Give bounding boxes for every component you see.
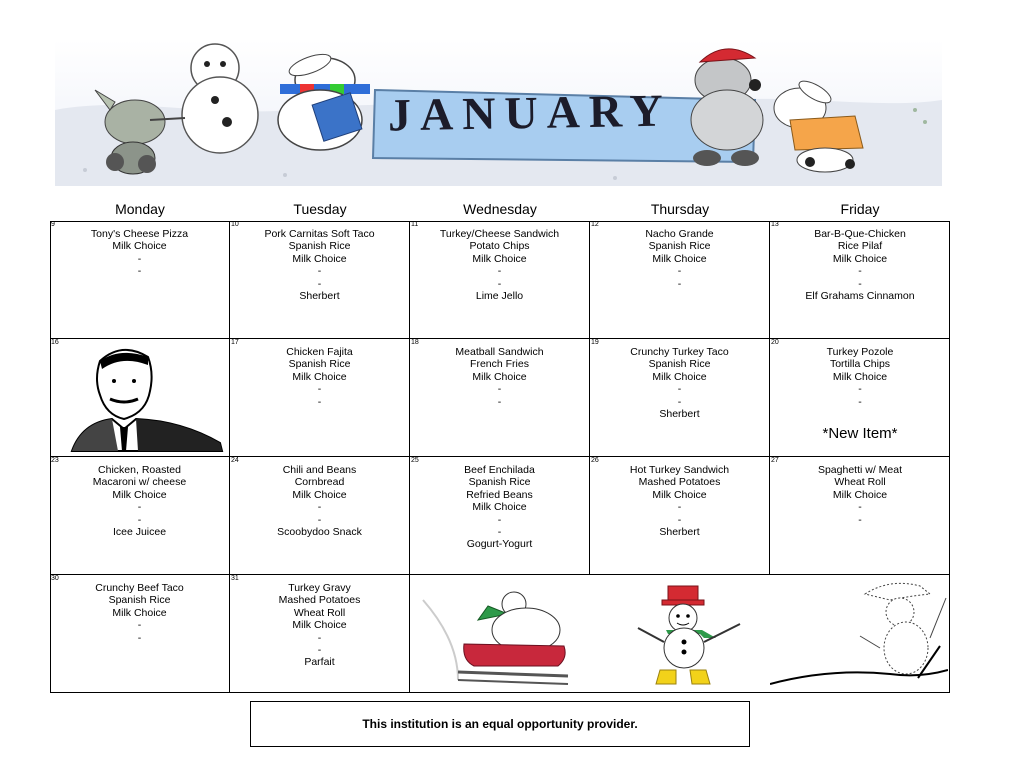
day-cell — [410, 221, 590, 339]
day-number: 19 — [591, 339, 599, 346]
menu-item: Sherbert — [659, 526, 700, 539]
menu-list — [230, 346, 409, 408]
menu-item: - — [497, 277, 502, 290]
day-number: 24 — [231, 457, 239, 464]
day-header-monday: Monday — [115, 201, 165, 217]
menu-list — [590, 346, 769, 420]
menu-item: Spanish Rice — [288, 240, 351, 253]
day-cell — [230, 457, 410, 575]
menu-list — [590, 228, 769, 290]
menu-list — [410, 464, 589, 551]
menu-item: Hot Turkey Sandwich — [629, 464, 730, 476]
menu-item: - — [858, 277, 862, 290]
day-number: 30 — [51, 575, 59, 582]
menu-item: Nacho Grande — [645, 228, 714, 240]
menu-item: - — [317, 265, 322, 278]
menu-item: Milk Choice — [832, 252, 888, 265]
menu-item: - — [677, 383, 682, 396]
day-header-friday: Friday — [840, 201, 880, 217]
menu-item: Tony's Cheese Pizza — [90, 228, 189, 240]
menu-item: Potato Chips — [469, 240, 530, 253]
menu-item: - — [137, 631, 142, 644]
menu-item: Refried Beans — [466, 488, 533, 501]
menu-item: Spanish Rice — [648, 240, 711, 253]
menu-item: - — [858, 383, 862, 396]
menu-item: Spaghetti w/ Meat — [817, 464, 903, 476]
menu-item: Chicken, Roasted — [98, 464, 181, 476]
day-cell — [770, 457, 950, 575]
menu-list — [230, 464, 409, 538]
day-number: 16 — [51, 339, 59, 346]
day-number: 11 — [411, 221, 419, 228]
menu-item: Milk Choice — [652, 488, 707, 501]
portrait-illustration — [62, 343, 224, 453]
menu-item: Lime Jello — [475, 290, 524, 303]
menu-list — [50, 582, 229, 644]
menu-item: - — [858, 395, 862, 408]
menu-list — [770, 228, 950, 302]
menu-item: - — [497, 395, 502, 408]
day-header-thursday: Thursday — [650, 201, 710, 217]
menu-item: - — [317, 501, 322, 514]
new-item-note: *New Item* — [822, 425, 898, 442]
day-number: 20 — [771, 339, 779, 346]
menu-list — [50, 464, 229, 538]
day-cell — [590, 221, 770, 339]
day-number: 17 — [231, 339, 239, 346]
menu-item: - — [317, 513, 322, 526]
day-number: 18 — [411, 339, 419, 346]
menu-item: Sherbert — [299, 290, 340, 303]
menu-item: Scoobydoo Snack — [277, 526, 362, 539]
menu-item: Bar-B-Que-Chicken — [814, 228, 906, 240]
day-number: 27 — [771, 457, 779, 464]
equal-opportunity-text: This institution is an equal opportunity provider. — [362, 717, 638, 731]
menu-item: Milk Choice — [472, 501, 527, 514]
menu-item: Milk Choice — [292, 370, 347, 383]
menu-item: Parfait — [304, 656, 335, 669]
menu-item: Meatball Sandwich — [455, 346, 544, 358]
menu-item: Wheat Roll — [293, 606, 346, 619]
menu-item: Spanish Rice — [108, 594, 171, 607]
menu-item: Milk Choice — [292, 488, 347, 501]
day-cell — [50, 457, 230, 575]
menu-item: Turkey Pozole — [826, 346, 894, 358]
menu-list — [230, 582, 409, 669]
menu-item: Crunchy Beef Taco — [95, 582, 184, 594]
menu-item: Spanish Rice — [468, 476, 531, 489]
menu-item: Milk Choice — [472, 370, 527, 383]
footer-notice-box — [250, 701, 750, 747]
menu-item: Crunchy Turkey Taco — [630, 346, 729, 358]
day-number: 26 — [591, 457, 599, 464]
menu-item: - — [137, 619, 142, 632]
menu-item: - — [858, 265, 862, 278]
menu-item: - — [137, 265, 142, 278]
menu-item: - — [858, 501, 862, 514]
day-cell — [590, 339, 770, 457]
day-number: 31 — [231, 575, 239, 582]
menu-item: Milk Choice — [652, 370, 707, 383]
menu-list — [770, 346, 950, 408]
menu-item: - — [497, 526, 502, 539]
menu-item: Beef Enchilada — [464, 464, 535, 476]
menu-item: - — [677, 501, 682, 514]
menu-item: - — [677, 513, 682, 526]
menu-item: Rice Pilaf — [837, 240, 883, 253]
menu-list — [230, 228, 409, 302]
day-cell — [770, 221, 950, 339]
sketch-snowman-illustration — [770, 578, 948, 690]
day-number: 13 — [771, 221, 779, 228]
menu-item: Turkey Gravy — [288, 582, 351, 594]
menu-item: - — [677, 395, 682, 408]
menu-item: Cornbread — [294, 476, 345, 489]
menu-list — [590, 464, 769, 538]
menu-item: Icee Juicee — [112, 526, 167, 539]
menu-item: Milk Choice — [292, 252, 347, 265]
menu-list — [410, 228, 589, 302]
menu-list — [410, 346, 589, 408]
day-cell — [230, 339, 410, 457]
menu-item: Milk Choice — [832, 370, 888, 383]
menu-item: Tortilla Chips — [829, 358, 891, 371]
menu-list — [770, 464, 950, 526]
menu-item: French Fries — [470, 358, 529, 371]
day-number: 10 — [231, 221, 239, 228]
day-cell — [230, 221, 410, 339]
menu-item: - — [317, 631, 322, 644]
menu-item: Chicken Fajita — [286, 346, 353, 358]
menu-item: Milk Choice — [472, 252, 527, 265]
day-number: 9 — [51, 221, 55, 228]
month-title: JANUARY — [387, 84, 673, 141]
menu-item: Wheat Roll — [834, 476, 886, 489]
day-cell — [50, 575, 230, 693]
day-cell — [230, 575, 410, 693]
menu-item: Mashed Potatoes — [278, 594, 361, 607]
snowman-hat-illustration — [630, 584, 745, 690]
menu-item: Milk Choice — [112, 488, 167, 501]
menu-item: - — [497, 513, 502, 526]
menu-item: Mashed Potatoes — [638, 476, 721, 489]
menu-item: - — [317, 383, 322, 396]
menu-item: - — [137, 252, 142, 265]
day-header-tuesday: Tuesday — [293, 201, 347, 217]
menu-item: Sherbert — [659, 408, 700, 421]
menu-item: - — [677, 277, 682, 290]
menu-item: Macaroni w/ cheese — [92, 476, 187, 489]
menu-item: Pork Carnitas Soft Taco — [264, 228, 375, 240]
menu-item: - — [317, 644, 322, 657]
day-cell — [410, 339, 590, 457]
menu-item: - — [497, 383, 502, 396]
day-cell — [590, 457, 770, 575]
menu-item: Milk Choice — [112, 606, 167, 619]
menu-item: Milk Choice — [292, 619, 347, 632]
menu-item: Elf Grahams Cinnamon — [805, 290, 915, 303]
menu-item: Milk Choice — [832, 488, 888, 501]
menu-item: Turkey/Cheese Sandwich — [439, 228, 560, 240]
menu-item: Gogurt-Yogurt — [466, 538, 533, 551]
menu-item: - — [497, 265, 502, 278]
menu-item: Spanish Rice — [288, 358, 351, 371]
day-number: 12 — [591, 221, 599, 228]
menu-item: - — [137, 501, 142, 514]
menu-list — [50, 228, 229, 278]
menu-item: Chili and Beans — [282, 464, 357, 476]
menu-item: Spanish Rice — [648, 358, 711, 371]
day-number: 25 — [411, 457, 419, 464]
menu-item: - — [137, 513, 142, 526]
menu-item: - — [858, 513, 862, 526]
menu-item: - — [317, 277, 322, 290]
menu-item: - — [677, 265, 682, 278]
day-cell — [50, 221, 230, 339]
day-header-wednesday: Wednesday — [463, 201, 537, 217]
day-number: 23 — [51, 457, 59, 464]
day-cell — [770, 339, 950, 457]
day-cell — [410, 457, 590, 575]
menu-item: Milk Choice — [652, 252, 707, 265]
menu-item: - — [317, 395, 322, 408]
snowman-sled-illustration — [418, 580, 583, 688]
menu-item: Milk Choice — [112, 240, 167, 253]
